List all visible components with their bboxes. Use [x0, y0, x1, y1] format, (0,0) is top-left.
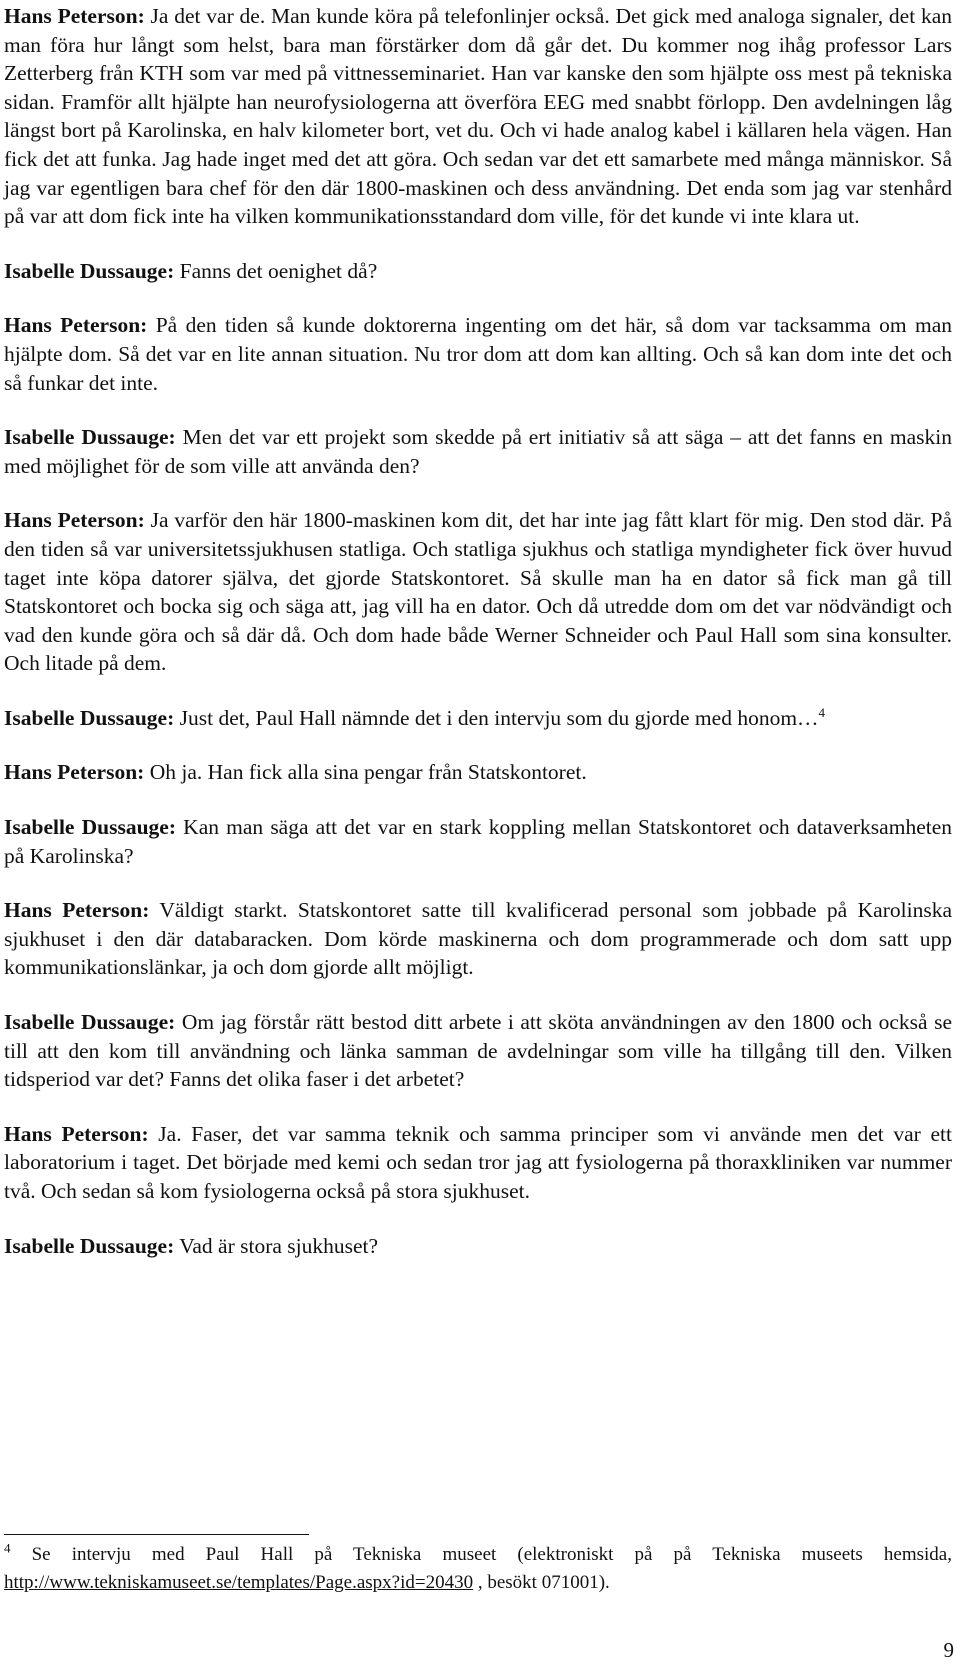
paragraph-isabelle-6 — [4, 1232, 952, 1261]
paragraph-text: Just det, Paul Hall nämnde det i den intervju som du gjorde med honom… — [179, 705, 819, 730]
paragraph-text: Men det var ett projekt som skedde på ert initiativ så att säga – att det fanns en maskin med möjlighet för de som ville att använda den? — [4, 425, 952, 478]
speaker-label: Isabelle Dussauge: — [4, 815, 177, 840]
paragraph-text: Ja det var de. Man kunde köra på telefonlinjer också. Det gick med analoga signaler, det kan man föra hur långt som helst, bara man förstärker dom då går det. Du kommer nog ihåg professor Lars Zetterberg från KTH som var med på vittnesseminariet. Han var kanske den som hjälpte oss mest på tekniska sidan. Framför allt hjälpte han neurofysiologerna att överföra EEG med snabbt förlopp. — [4, 4, 953, 114]
paragraph-isabelle-2 — [4, 423, 952, 480]
speaker-label: Hans Peterson: — [4, 508, 145, 533]
paragraph-text: Oh ja. Han fick alla sina pengar från Statskontoret. — [149, 760, 587, 785]
paragraph-hans-2 — [4, 311, 952, 397]
paragraph-hans-3 — [4, 506, 952, 678]
footnote-divider — [4, 1534, 309, 1535]
paragraph-hans-4 — [4, 758, 952, 787]
speaker-label: Isabelle Dussauge: — [4, 1233, 175, 1258]
paragraph-isabelle-5 — [4, 1008, 952, 1094]
paragraph-isabelle-1 — [4, 257, 952, 286]
footnote-reference[interactable]: 4 — [818, 704, 826, 720]
paragraph-text: Väldigt starkt. Statskontoret satte till kvalificerad personal som jobbade på Karolinska sjukhuset i den där databaracken. Dom körde maskinerna och dom programmerade och dom satt upp kommunikationslänkar, ja och dom gjorde allt möjligt. — [4, 898, 952, 980]
paragraph-text: Om jag förstår rätt bestod ditt arbete i att sköta användningen av den 1800 och också se till att den kom till användning och länka samman de avdelningar som ville ha tillgång till den. Vilken tidsperiod var det? Fanns det olika faser i det arbetet? — [4, 1010, 952, 1092]
speaker-label: Hans Peterson: — [4, 1121, 149, 1146]
speaker-label: Hans Peterson: — [4, 313, 148, 338]
footnote — [4, 1541, 952, 1597]
page-number: 9 — [943, 1638, 954, 1662]
speaker-label: Isabelle Dussauge: — [4, 1010, 176, 1035]
paragraph-text-continued: Den avdelningen låg längst bort på Karolinska, en halv kilometer bort, vet du. Och vi hade analog kabel i källaren hela vägen. Han fick det att funka. Jag hade inget med det att göra. Och sedan var det ett samarbete med många människor. Så jag var egentligen bara chef för den där 1800-maskinen och dess användning. Det enda som jag var stenhård på var att dom fick inte ha vilken kommunikationsstandard dom ville, för det kunde vi inte klara ut. — [4, 89, 953, 229]
paragraph-text: Fanns det oenighet då? — [179, 258, 378, 283]
footnote-text: Se intervju med Paul Hall på Tekniska museet (elektroniskt på på Tekniska museets hemsida, — [31, 1544, 952, 1565]
speaker-label: Hans Peterson: — [4, 760, 145, 785]
paragraph-isabelle-3 — [4, 704, 952, 733]
speaker-label: Hans Peterson: — [4, 4, 145, 28]
speaker-label: Isabelle Dussauge: — [4, 258, 175, 283]
paragraph-hans-1 — [4, 2, 952, 231]
footnote-number: 4 — [4, 1540, 11, 1556]
document-page — [4, 0, 952, 1260]
paragraph-text: Ja varför den här 1800-maskinen kom dit, det har inte jag fått klart för mig. Den stod där. På den tiden så var universitetssjukhusen statliga. Och statliga sjukhus och statliga myndigheter fick över huvud taget inte köpa datorer själva, det gjorde Statskontoret. Så skulle man ha en dator så fick man gå till Statskontoret och bocka sig och säga att, jag vill ha en dator. Och då utredde dom om det var nödvändigt och vad den kunde göra och så där då. Och dom hade både Werner Schneider och Paul Hall som sina konsulter. Och litade på dem. — [4, 508, 953, 676]
paragraph-hans-5 — [4, 896, 952, 982]
paragraph-text: På den tiden så kunde doktorerna ingenting om det här, så dom var tacksamma om man hjälpte dom. Så det var en lite annan situation. Nu tror dom att dom kan allting. Och så kan dom inte det och så funkar det inte. — [4, 313, 953, 395]
footnote-link[interactable]: http://www.tekniskamuseet.se/templates/Page.aspx?id=20430 — [4, 1572, 474, 1593]
paragraph-text: Ja. Faser, det var samma teknik och samma principer som vi använde men det var ett laboratorium i taget. Det började med kemi och sedan tror jag att fysiologerna på thoraxkliniken var nummer två. Och sedan så kom fysiologerna också på stora sjukhuset. — [4, 1121, 953, 1203]
speaker-label: Isabelle Dussauge: — [4, 705, 175, 730]
paragraph-text: Kan man säga att det var en stark koppling mellan Statskontoret och dataverksamheten på Karolinska? — [4, 815, 952, 868]
paragraph-isabelle-4 — [4, 813, 952, 870]
speaker-label: Hans Peterson: — [4, 898, 150, 923]
paragraph-hans-6 — [4, 1120, 952, 1206]
speaker-label: Isabelle Dussauge: — [4, 425, 176, 450]
footnote-text-after: , besökt 071001). — [477, 1572, 610, 1593]
paragraph-text: Vad är stora sjukhuset? — [179, 1233, 379, 1258]
